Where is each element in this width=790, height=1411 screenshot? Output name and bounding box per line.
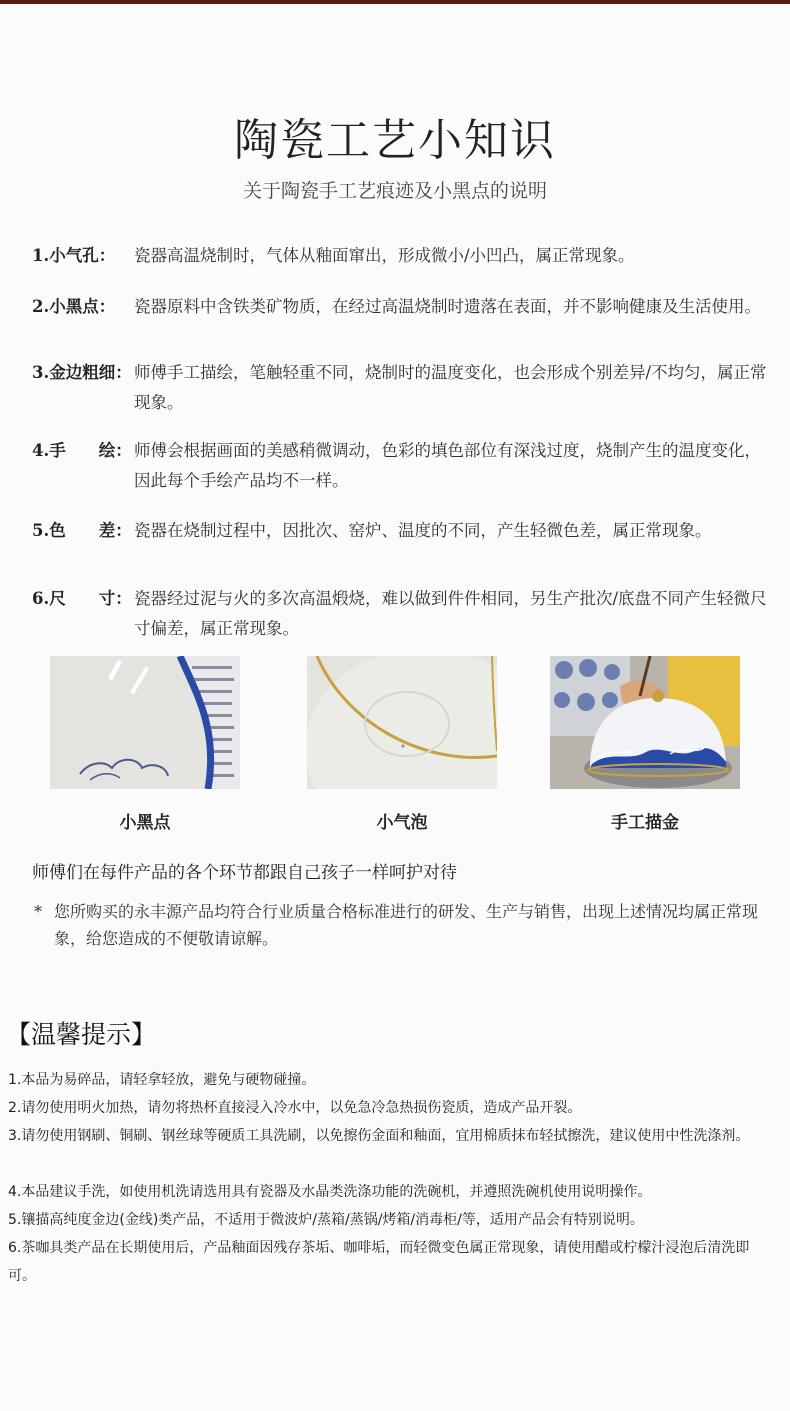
knowledge-text: 瓷器经过泥与火的多次高温煅烧，难以做到件件相同，另生产批次/底盘不同产生轻微尺寸偏差，属正常现象。 bbox=[134, 589, 767, 638]
knowledge-item-color-difference bbox=[32, 516, 772, 546]
asterisk-icon: * bbox=[34, 902, 42, 921]
knowledge-label: 6.尺 寸： bbox=[32, 589, 132, 608]
knowledge-text: 瓷器高温烧制时，气体从釉面窜出，形成微小/小凹凸，属正常现象。 bbox=[134, 246, 635, 265]
knowledge-text: 师傅手工描绘，笔触轻重不同，烧制时的温度变化，也会形成个别差异/不均匀，属正常现象。 bbox=[134, 363, 767, 412]
care-statement: 师傅们在每件产品的各个环节都跟自己孩子一样呵护对待 bbox=[32, 863, 457, 883]
knowledge-label: 4.手 绘： bbox=[32, 441, 132, 460]
tip-item: 1.本品为易碎品，请轻拿轻放，避免与硬物碰撞。 bbox=[8, 1072, 316, 1088]
top-divider bbox=[0, 0, 790, 4]
knowledge-text: 瓷器在烧制过程中，因批次、窑炉、温度的不同，产生轻微色差，属正常现象。 bbox=[134, 521, 712, 540]
knowledge-item-size bbox=[32, 584, 772, 644]
disclaimer-text: 您所购买的永丰源产品均符合行业质量合格标准进行的研发、生产与销售，出现上述情况均属正常现象，给您造成的不便敬请谅解。 bbox=[54, 902, 759, 948]
knowledge-label: 2.小黑点： bbox=[32, 297, 116, 316]
tip-item: 2.请勿使用明火加热，请勿将热杯直接浸入冷水中，以免急冷急热损伤瓷质，造成产品开裂。 bbox=[8, 1100, 582, 1116]
page-title: 陶瓷工艺小知识 bbox=[234, 115, 556, 166]
disclaimer-note bbox=[34, 898, 774, 952]
tip-item: 6.茶咖具类产品在长期使用后，产品釉面因残存茶垢、咖啡垢，而轻微变色属正常现象，请使用醋或柠檬汁浸泡后清洗即可。 bbox=[8, 1240, 750, 1284]
tip-item: 5.镶描高纯度金边(金线)类产品，不适用于微波炉/蒸箱/蒸锅/烤箱/消毒柜/等，适用产品会有特别说明。 bbox=[8, 1212, 644, 1228]
tips-heading: 【温馨提示】 bbox=[6, 1020, 157, 1049]
photo-bubble bbox=[307, 656, 497, 789]
knowledge-text: 师傅会根据画面的美感稍微调动，色彩的填色部位有深浅过度，烧制产生的温度变化，因此每个手绘产品均不一样。 bbox=[134, 441, 761, 490]
knowledge-label: 1.小气孔： bbox=[32, 246, 116, 265]
photo-black-dot bbox=[50, 656, 240, 789]
knowledge-item-gold-rim bbox=[32, 358, 772, 418]
knowledge-item-hand-painted bbox=[32, 436, 772, 496]
page-subtitle: 关于陶瓷手工艺痕迹及小黑点的说明 bbox=[242, 180, 547, 202]
photo-caption: 小气泡 bbox=[376, 813, 428, 833]
knowledge-item-black-dot bbox=[32, 292, 772, 322]
knowledge-item-air-hole bbox=[32, 241, 772, 271]
photo-hand-gilding bbox=[550, 656, 740, 789]
tip-item: 4.本品建议手洗，如使用机洗请选用具有瓷器及水晶类洗涤功能的洗碗机，并遵照洗碗机使用说明操作。 bbox=[8, 1184, 652, 1200]
tip-item: 3.请勿使用钢刷、铜刷、钢丝球等硬质工具洗刷，以免擦伤金面和釉面，宜用棉质抹布轻拭擦洗，建议使用中性洗涤剂。 bbox=[8, 1128, 750, 1144]
knowledge-label: 3.金边粗细： bbox=[32, 363, 132, 382]
photo-caption: 手工描金 bbox=[611, 813, 679, 833]
knowledge-label: 5.色 差： bbox=[32, 521, 132, 540]
photo-caption: 小黑点 bbox=[119, 813, 171, 833]
knowledge-text: 瓷器原料中含铁类矿物质，在经过高温烧制时遗落在表面，并不影响健康及生活使用。 bbox=[134, 297, 761, 316]
